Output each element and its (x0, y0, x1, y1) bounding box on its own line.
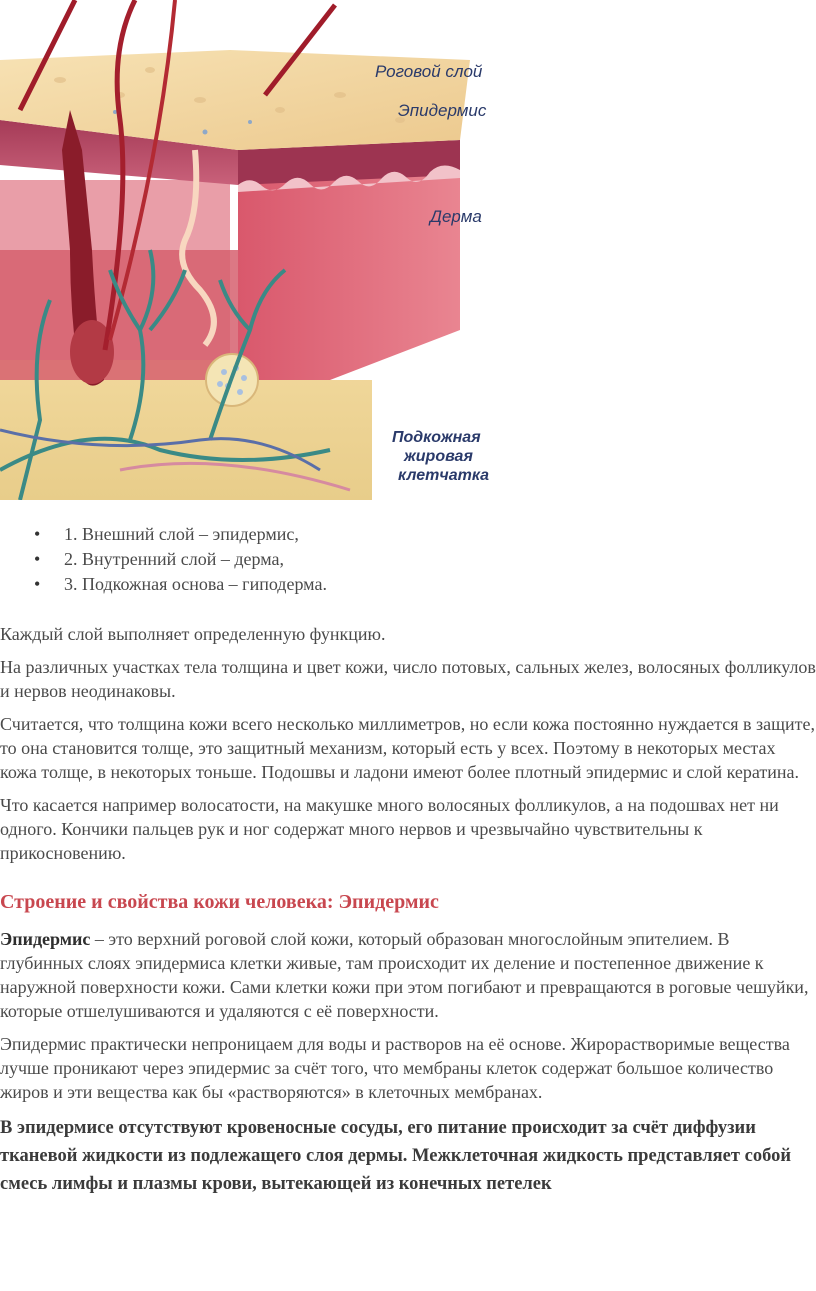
list-item: • 3. Подкожная основа – гиподерма. (64, 572, 816, 597)
paragraph-thickness-varies: На различных участках тела толщина и цвет кожи, число потовых, сальных желез, волосяных фолликулов и нервов неодинаковы. (0, 657, 816, 701)
list-item: • 1. Внешний слой – эпидермис, (64, 522, 816, 547)
paragraph-permeability: Эпидермис практически непроницаем для воды и растворов на её основе. Жирорастворимые вещества лучше проникают через эпидермис за счёт того, что мембраны клеток содержат большое количество жиров и эти вещества как бы «растворяются» в клеточных мембранах. (0, 1034, 790, 1102)
label-hypodermis-1: Подкожная (392, 429, 481, 446)
term-epidermis: Эпидермис (0, 929, 91, 949)
label-dermis: Дерма (430, 207, 482, 226)
label-hypodermis-3: клетчатка (398, 467, 490, 484)
paragraph-epidermis-definition (0, 927, 816, 1023)
paragraph-hairiness: Что касается например волосатости, на макушке много волосяных фолликулов, а на подошвах нет ни одного. Кончики пальцев рук и ног содержат много нервов и чрезвычайно чувствительны к прикосновению. (0, 795, 779, 863)
paragraph-nutrition: В эпидермисе отсутствуют кровеносные сосуды, его питание происходит за счёт диффузии тканевой жидкости из подлежащего слоя дермы. Межклеточная жидкость представляет собой смесь лимфы и плазмы крови, вытекающей из конечных петелек (0, 1118, 791, 1194)
skin-layers-illustration (0, 0, 508, 500)
paragraph-skin-thickness: Считается, что толщина кожи всего несколько миллиметров, но если кожа постоянно нуждается в защите, то она становится толще, это защитный механизм, который есть у всех. Поэтому в некоторых местах кожа толще, в некоторых тоньше. Подошвы и ладони имеют более плотный эпидермис и слой кератина. (0, 714, 815, 782)
label-epidermis: Эпидермис (398, 101, 487, 120)
term-definition: – это верхний роговой слой кожи, который образован многослойным эпителием. В глубинных слоях эпидермиса клетки живые, там происходит их деление и постепенное движение к наружной поверхности кожи. Сами клетки кожи при этом погибают и превращаются в роговые чешуйки, которые отшелушиваются и удаляются с её поверхности. (0, 929, 809, 1021)
paragraph-each-layer: Каждый слой выполняет определенную функцию. (0, 624, 386, 644)
article-body (0, 522, 816, 1198)
label-hypodermis-2: жировая (404, 448, 473, 465)
skin-layers-list (0, 522, 816, 597)
list-item: • 2. Внутренний слой – дерма, (64, 547, 816, 572)
label-stratum-corneum: Роговой слой (375, 62, 483, 81)
section-heading: Строение и свойства кожи человека: Эпидермис (0, 891, 439, 913)
